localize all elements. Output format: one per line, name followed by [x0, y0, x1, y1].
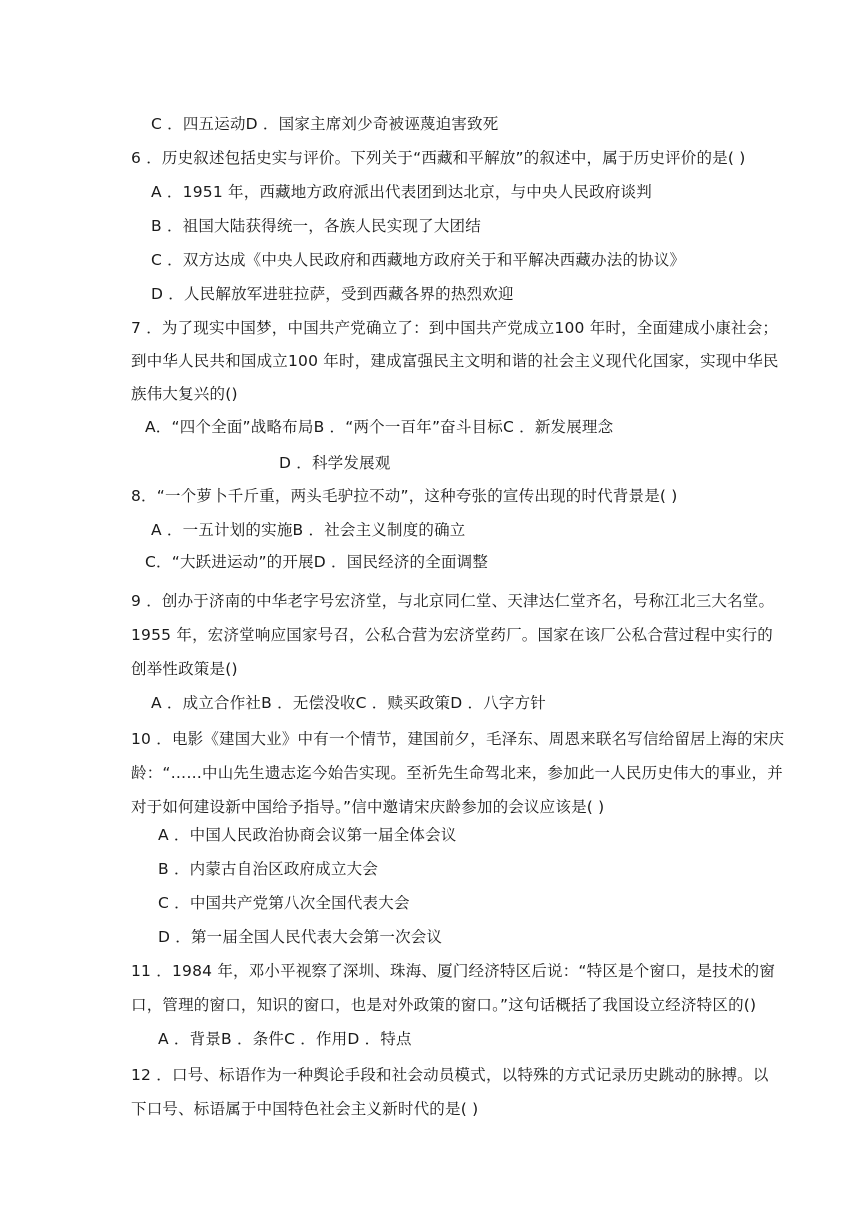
q12-stem-line-1: 12 ．口号、标语作为一种舆论手段和社会动员模式，以特殊的方式记录历史跳动的脉搏。以 — [131, 1066, 769, 1084]
q7-stem-line-2: 到中华人民共和国成立100 年时，建成富强民主文明和谐的社会主义现代化国家，实现中华民 — [131, 352, 779, 370]
q9-stem-line-2: 1955 年，宏济堂响应国家号召，公私合营为宏济堂药厂。国家在该厂公私合营过程中实行的 — [131, 626, 773, 644]
q10-option-c: C ．中国共产党第八次全国代表大会 — [158, 894, 410, 912]
q5-option-cd: C ．四五运动D ．国家主席刘少奇被诬蔑迫害致死 — [151, 115, 499, 133]
q10-option-b: B ．内蒙古自治区政府成立大会 — [158, 860, 379, 878]
q10-stem-line-2: 龄：“……中山先生遗志迄今始告实现。至祈先生命驾北来，参加此一人民历史伟大的事业，并 — [131, 764, 783, 782]
q11-stem-line-1: 11 ．1984 年，邓小平视察了深圳、珠海、厦门经济特区后说：“特区是个窗口，是技术的窗 — [131, 962, 776, 980]
q10-option-d: D ．第一届全国人民代表大会第一次会议 — [158, 928, 443, 946]
q11-options: A ．背景B ．条件C ．作用D ．特点 — [158, 1030, 412, 1048]
q10-stem-line-3: 对于如何建设新中国给予指导。”信中邀请宋庆龄参加的会议应该是( ) — [131, 798, 605, 816]
q8-stem: 8．“一个萝卜千斤重，两头毛驴拉不动”，这种夸张的宣传出现的时代背景是( ) — [131, 487, 678, 505]
q12-stem-line-2: 下口号、标语属于中国特色社会主义新时代的是( ) — [131, 1100, 479, 1118]
q7-option-d: D ．科学发展观 — [279, 454, 391, 472]
q6-option-c: C ．双方达成《中央人民政府和西藏地方政府关于和平解决西藏办法的协议》 — [151, 251, 686, 269]
q10-option-a: A ．中国人民政治协商会议第一届全体会议 — [158, 826, 457, 844]
q6-stem: 6 ．历史叙述包括史实与评价。下列关于“西藏和平解放”的叙述中，属于历史评价的是( ) — [131, 149, 746, 167]
q9-options: A ．成立合作社B ．无偿没收C ．赎买政策D ．八字方针 — [151, 694, 547, 712]
q6-option-d: D ．人民解放军进驻拉萨，受到西藏各界的热烈欢迎 — [151, 285, 514, 303]
q7-stem-line-1: 7 ．为了现实中国梦，中国共产党确立了：到中国共产党成立100 年时，全面建成小康社会； — [131, 319, 779, 337]
q11-stem-line-2: 口，管理的窗口，知识的窗口，也是对外政策的窗口。”这句话概括了我国设立经济特区的() — [131, 996, 757, 1014]
q7-option-abc: A．“四个全面”战略布局B ．“两个一百年”奋斗目标C ．新发展理念 — [145, 418, 614, 436]
q8-option-cd: C．“大跃进运动”的开展D ．国民经济的全面调整 — [145, 553, 489, 571]
q9-stem-line-3: 创举性政策是() — [131, 660, 238, 678]
q10-stem-line-1: 10 ．电影《建国大业》中有一个情节，建国前夕，毛泽东、周恩来联名写信给留居上海的宋庆 — [131, 730, 785, 748]
q9-stem-line-1: 9 ．创办于济南的中华老字号宏济堂，与北京同仁堂、天津达仁堂齐名，号称江北三大名堂。 — [131, 592, 775, 610]
q6-option-b: B ．祖国大陆获得统一，各族人民实现了大团结 — [151, 217, 481, 235]
q8-option-ab: A ．一五计划的实施B ．社会主义制度的确立 — [151, 521, 466, 539]
q7-stem-line-3: 族伟大复兴的() — [131, 385, 238, 403]
q6-option-a: A ．1951 年，西藏地方政府派出代表团到达北京，与中央人民政府谈判 — [151, 183, 652, 201]
